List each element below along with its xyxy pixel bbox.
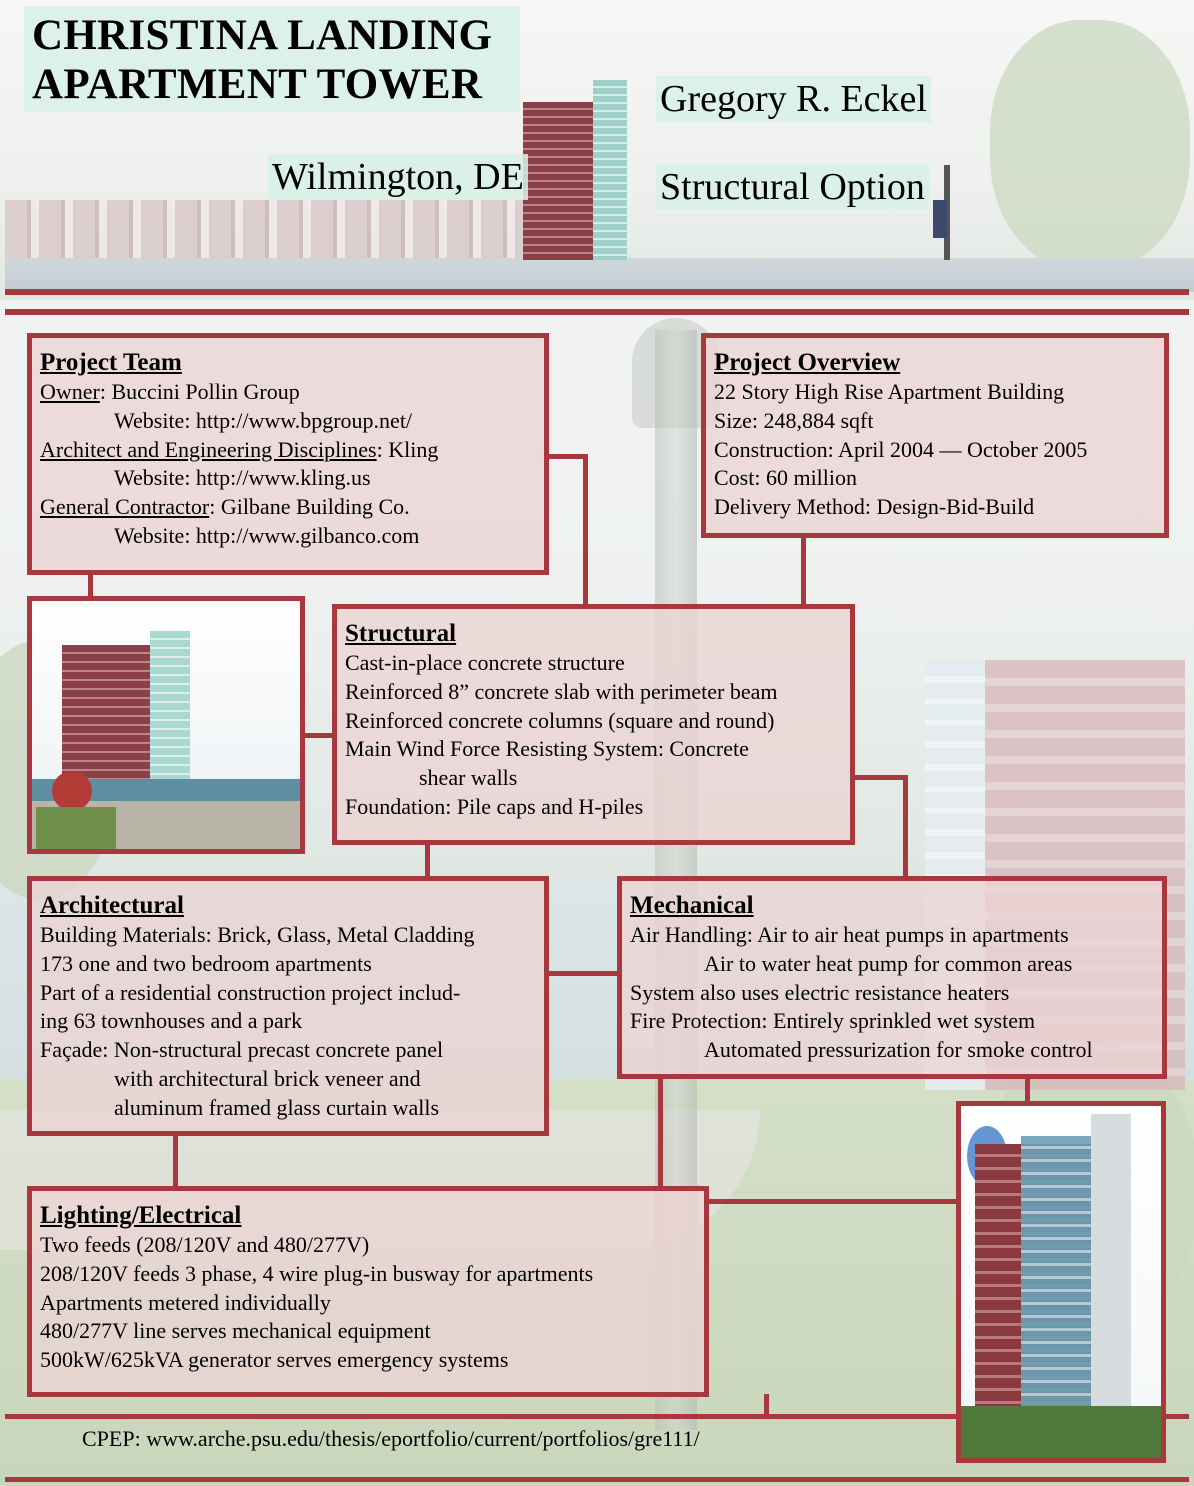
connector-line [88,572,93,598]
overview-line: Delivery Method: Design-Bid-Build [714,494,1035,520]
architectural-line: Part of a residential construction project includ- [40,979,461,1005]
gc-label: General Contractor [40,494,210,520]
structural-line: Cast-in-place concrete structure [345,650,625,675]
owner-website: Website: http://www.bpgroup.net/ [114,407,413,433]
connector-line [425,842,430,878]
architectural-line: Building Materials: Brick, Glass, Metal Cladding [40,922,475,947]
bottom-border [5,1477,1189,1482]
connector-line [173,1134,178,1186]
connector-line [546,454,588,459]
mechanical-line-indent: Air to water heat pump for common areas [704,950,1073,976]
connector-line [1025,1076,1030,1104]
lighting-heading: Lighting/Electrical [40,1202,242,1229]
lighting-electrical-box [27,1186,709,1397]
lighting-line: 208/120V feeds 3 phase, 4 wire plug-in busway for apartments [40,1260,594,1286]
structural-line: Reinforced concrete columns (square and round) [345,707,775,733]
owner-value: : Buccini Pollin Group [99,379,300,404]
connector-line [546,971,620,976]
structural-line: Reinforced 8” concrete slab with perimeter beam [345,678,778,704]
project-team-box [27,333,549,575]
overview-line: Size: 248,884 sqft [714,407,874,433]
footer-divider [5,1414,958,1419]
mechanical-line: System also uses electric resistance heaters [630,979,1010,1005]
architectural-line-indent: aluminum framed glass curtain walls [114,1094,440,1120]
structural-line: Foundation: Pile caps and H-piles [345,793,644,819]
mechanical-line-indent: Automated pressurization for smoke control [704,1037,1093,1063]
gc-value: : Gilbane Building Co. [209,494,410,520]
townhouses-illustration [5,200,525,262]
mechanical-line: Fire Protection: Entirely sprinkled wet system [630,1008,1036,1034]
overview-line: 22 Story High Rise Apartment Building [714,379,1065,404]
option-label: Structural Option [656,164,929,210]
mechanical-heading: Mechanical [630,892,754,919]
architectural-line-indent: with architectural brick veneer and [114,1065,421,1091]
connector-line [583,454,588,606]
architectural-heading: Architectural [40,892,184,919]
structural-line: Main Wind Force Resisting System: Concrete [345,736,749,762]
project-overview-heading: Project Overview [714,349,901,376]
footer-divider-right [1163,1414,1189,1419]
lighting-line: Apartments metered individually [40,1289,331,1315]
connector-line [706,1199,958,1204]
connector-line [852,775,908,780]
gc-website: Website: http://www.gilbanco.com [114,522,420,548]
title-line-1: CHRISTINA LANDING [32,12,493,59]
location-label: Wilmington, DE [268,154,528,200]
lighting-line: 500kW/625kVA generator serves emergency systems [40,1347,509,1373]
architectural-line: Façade: Non-structural precast concrete panel [40,1037,444,1063]
owner-label: Owner [40,379,100,404]
architectural-box [27,876,549,1136]
connector-line [302,733,334,738]
mechanical-line: Air Handling: Air to air heat pumps in apartments [630,922,1069,947]
title-line-2: APARTMENT TOWER [32,61,483,108]
connector-line [801,535,806,606]
lighting-line: 480/277V line serves mechanical equipment [40,1318,431,1344]
overview-line: Construction: April 2004 — October 2005 [714,436,1088,462]
page-title [24,6,520,112]
project-overview-box [701,333,1169,538]
structural-box [332,604,855,845]
architect-website: Website: http://www.kling.us [114,465,371,491]
tower-closeup-photo [956,1101,1166,1463]
architect-value: : Kling [376,436,439,462]
architect-label: Architect and Engineering Disciplines [40,436,377,462]
connector-line [903,775,908,878]
connector-line [658,1076,663,1186]
header-divider-bottom [5,309,1189,315]
tower-rendering-photo [27,596,305,854]
structural-heading: Structural [345,620,457,647]
project-team-heading: Project Team [40,349,182,376]
architectural-line: 173 one and two bedroom apartments [40,950,372,976]
architectural-line: ing 63 townhouses and a park [40,1008,303,1034]
lighting-line: Two feeds (208/120V and 480/277V) [40,1232,370,1257]
tower-illustration [523,80,627,260]
mechanical-box [617,876,1167,1079]
overview-line: Cost: 60 million [714,465,858,491]
header-divider-top [5,289,1189,295]
structural-line-indent: shear walls [419,765,518,791]
author-label: Gregory R. Eckel [656,76,931,122]
cpep-url: CPEP: www.arche.psu.edu/thesis/eportfolio/current/portfolios/gre111/ [82,1426,700,1451]
